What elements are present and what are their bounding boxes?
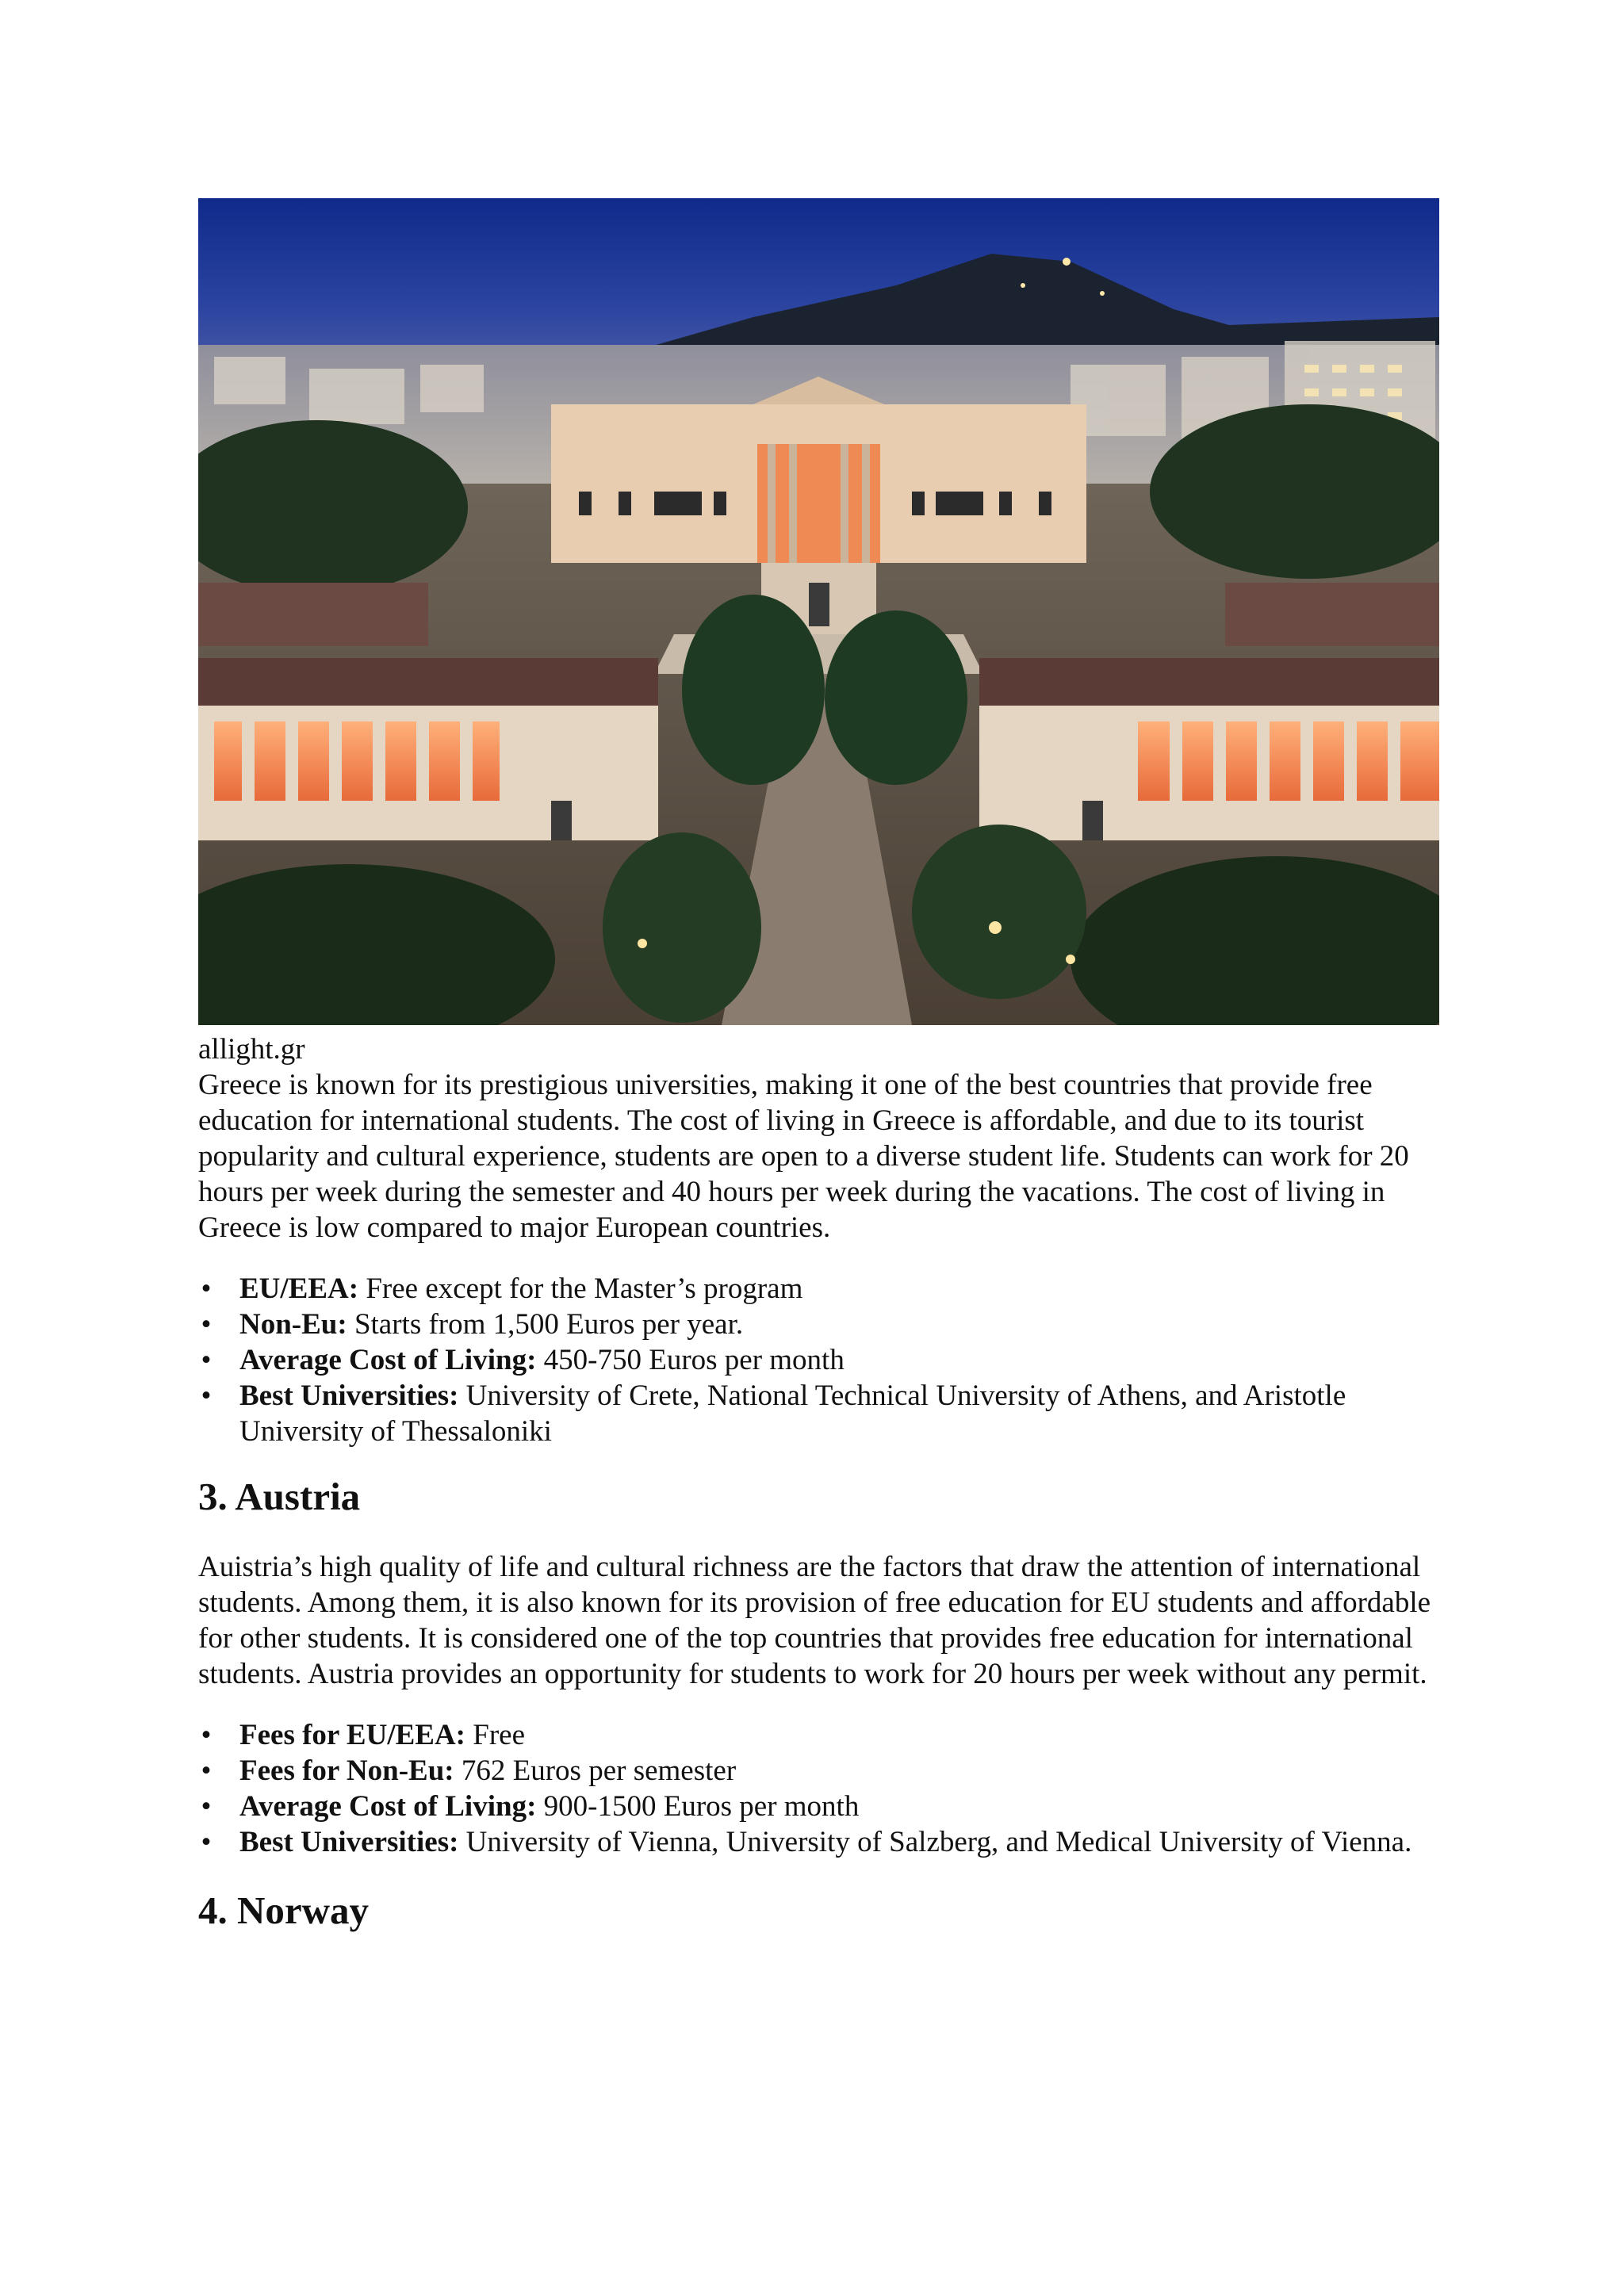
fact-text: Free except for the Master’s program	[358, 1272, 803, 1305]
bullet-icon: •	[201, 1380, 212, 1412]
list-item	[198, 1753, 1439, 1789]
list-item	[198, 1378, 1439, 1449]
fact-text: 450-750 Euros per month	[536, 1344, 845, 1376]
bullet-icon: •	[201, 1308, 212, 1341]
bullet-icon: •	[201, 1826, 212, 1858]
document-page	[198, 198, 1439, 1963]
list-item	[198, 1271, 1439, 1307]
bullet-icon: •	[201, 1755, 212, 1787]
fact-label: Fees for Non-Eu:	[239, 1755, 454, 1787]
bullet-icon: •	[201, 1272, 212, 1305]
fact-label: Non-Eu:	[239, 1308, 347, 1341]
section-heading-austria: 3. Austria	[198, 1475, 361, 1518]
fact-text: University of Crete, National Technical University of Athens, and Aristotle University of Thessaloniki	[239, 1380, 1346, 1448]
university-photo	[198, 198, 1439, 1025]
list-item	[198, 1307, 1439, 1342]
greece-facts-list	[198, 1271, 1439, 1449]
fact-text: Starts from 1,500 Euros per year.	[347, 1308, 744, 1341]
fact-label: Best Universities:	[239, 1380, 459, 1412]
fact-text: University of Vienna, University of Salzberg, and Medical University of Vienna.	[458, 1826, 1412, 1858]
bullet-icon: •	[201, 1719, 212, 1751]
austria-facts-list	[198, 1717, 1439, 1860]
list-item	[198, 1717, 1439, 1753]
bullet-icon: •	[201, 1790, 212, 1823]
list-item	[198, 1342, 1439, 1378]
list-item	[198, 1824, 1439, 1860]
bullet-icon: •	[201, 1344, 212, 1376]
austria-paragraph: Auistria’s high quality of life and cultural richness are the factors that draw the attention of international students. Among them, it is also known for its provision of free education for EU students and affordable for other students. It is considered one of the top countries that provides free education for international students. Austria provides an opportunity for students to work for 20 hours per week without any permit.	[198, 1551, 1431, 1690]
fact-label: Best Universities:	[239, 1826, 459, 1858]
fact-label: Fees for EU/EEA:	[239, 1719, 465, 1751]
fact-label: Average Cost of Living:	[239, 1790, 537, 1823]
fact-label: EU/EEA:	[239, 1272, 359, 1305]
fact-text: 762 Euros per semester	[454, 1755, 737, 1787]
fact-text: 900-1500 Euros per month	[536, 1790, 860, 1823]
fact-label: Average Cost of Living:	[239, 1344, 537, 1376]
fact-text: Free	[465, 1719, 525, 1751]
greece-paragraph: Greece is known for its prestigious universities, making it one of the best countries that provide free education for international students. The cost of living in Greece is affordable, and due to its tourist popularity and cultural experience, students are open to a diverse student life. Students can work for 20 hours per week during the semester and 40 hours per week during the vacations. The cost of living in Greece is low compared to major European countries.	[198, 1069, 1409, 1244]
list-item	[198, 1789, 1439, 1824]
section-heading-norway: 4. Norway	[198, 1888, 370, 1932]
image-caption: allight.gr	[198, 1033, 305, 1066]
